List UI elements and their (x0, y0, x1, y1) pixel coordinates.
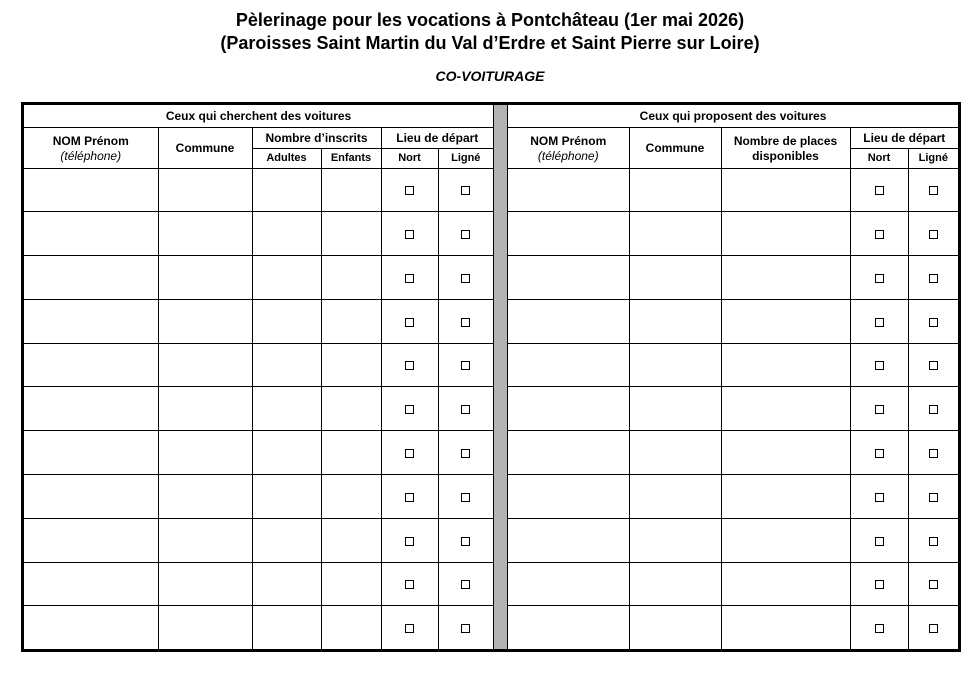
offers-nort-cell (850, 299, 908, 343)
offers-ligne-cell (908, 606, 958, 650)
seekers-enfants-cell[interactable] (321, 387, 381, 431)
offers-nort-checkbox[interactable] (875, 493, 884, 502)
seekers-enfants-cell[interactable] (321, 212, 381, 256)
offers-row (508, 606, 958, 650)
seekers-adultes-cell[interactable] (252, 387, 321, 431)
seekers-row (24, 168, 493, 212)
offers-row (508, 299, 958, 343)
seekers-nort-cell (381, 562, 438, 606)
seekers-name-cell[interactable] (24, 387, 158, 431)
seekers-nort-checkbox[interactable] (405, 449, 414, 458)
offers-depart-header: Lieu de départ (850, 127, 958, 148)
seekers-adultes-cell[interactable] (252, 212, 321, 256)
offers-name-cell[interactable] (508, 299, 629, 343)
offers-places-cell[interactable] (721, 212, 850, 256)
seekers-ligne-header: Ligné (438, 148, 493, 168)
offers-commune-cell[interactable] (629, 562, 721, 606)
seekers-nort-checkbox[interactable] (405, 318, 414, 327)
seekers-adultes-cell[interactable] (252, 606, 321, 650)
offers-ligne-cell (908, 518, 958, 562)
seekers-ligne-checkbox[interactable] (461, 449, 470, 458)
offers-ligne-checkbox[interactable] (929, 186, 938, 195)
offers-places-cell[interactable] (721, 299, 850, 343)
seekers-name-cell[interactable] (24, 212, 158, 256)
seekers-name-cell[interactable] (24, 343, 158, 387)
seekers-commune-cell[interactable] (158, 431, 252, 475)
seekers-name-cell[interactable] (24, 606, 158, 650)
seekers-nort-checkbox[interactable] (405, 580, 414, 589)
seekers-table (24, 105, 493, 650)
offers-commune-cell[interactable] (629, 168, 721, 212)
seekers-enfants-cell[interactable] (321, 518, 381, 562)
seekers-ligne-checkbox[interactable] (461, 580, 470, 589)
offers-ligne-checkbox[interactable] (929, 580, 938, 589)
offers-places-cell[interactable] (721, 387, 850, 431)
seekers-adultes-cell[interactable] (252, 168, 321, 212)
offers-ligne-checkbox[interactable] (929, 274, 938, 283)
seekers-ligne-checkbox[interactable] (461, 405, 470, 414)
offers-ligne-checkbox[interactable] (929, 537, 938, 546)
offers-nort-checkbox[interactable] (875, 361, 884, 370)
offers-name-label: NOM Prénom (530, 133, 607, 148)
seekers-adultes-cell[interactable] (252, 343, 321, 387)
seekers-ligne-checkbox[interactable] (461, 318, 470, 327)
seekers-commune-cell[interactable] (158, 212, 252, 256)
seekers-row (24, 518, 493, 562)
offers-table-section (508, 105, 958, 649)
offers-ligne-cell (908, 168, 958, 212)
seekers-adultes-cell[interactable] (252, 256, 321, 300)
seekers-nort-cell (381, 299, 438, 343)
seekers-nort-cell (381, 606, 438, 650)
offers-row (508, 256, 958, 300)
offers-commune-cell[interactable] (629, 343, 721, 387)
page-subtitle-parishes: (Paroisses Saint Martin du Val d’Erdre et Saint Pierre sur Loire) (220, 33, 760, 53)
seekers-adultes-cell[interactable] (252, 562, 321, 606)
offers-places-cell[interactable] (721, 256, 850, 300)
offers-places-cell[interactable] (721, 475, 850, 519)
seekers-nort-checkbox[interactable] (405, 624, 414, 633)
offers-name-cell[interactable] (508, 562, 629, 606)
seekers-nort-cell (381, 168, 438, 212)
offers-ligne-cell (908, 343, 958, 387)
offers-ligne-cell (908, 431, 958, 475)
seekers-commune-cell[interactable] (158, 256, 252, 300)
seekers-commune-cell[interactable] (158, 299, 252, 343)
offers-commune-header: Commune (629, 127, 721, 168)
seekers-nort-cell (381, 387, 438, 431)
seekers-inscrits-header: Nombre d’inscrits (252, 127, 381, 148)
seekers-commune-cell[interactable] (158, 562, 252, 606)
seekers-ligne-checkbox[interactable] (461, 624, 470, 633)
seekers-row (24, 475, 493, 519)
seekers-enfants-header: Enfants (321, 148, 381, 168)
offers-commune-cell[interactable] (629, 387, 721, 431)
seekers-nort-checkbox[interactable] (405, 274, 414, 283)
seekers-ligne-checkbox[interactable] (461, 537, 470, 546)
seekers-ligne-cell (438, 168, 493, 212)
seekers-commune-cell[interactable] (158, 518, 252, 562)
offers-name-cell[interactable] (508, 475, 629, 519)
offers-ligne-cell (908, 299, 958, 343)
offers-nort-checkbox[interactable] (875, 537, 884, 546)
offers-nort-checkbox[interactable] (875, 580, 884, 589)
seekers-nort-checkbox[interactable] (405, 405, 414, 414)
seekers-enfants-cell[interactable] (321, 475, 381, 519)
offers-ligne-checkbox[interactable] (929, 449, 938, 458)
seekers-phone-label: (téléphone) (60, 148, 122, 163)
offers-ligne-cell (908, 562, 958, 606)
seekers-commune-cell[interactable] (158, 387, 252, 431)
seekers-ligne-checkbox[interactable] (461, 230, 470, 239)
seekers-ligne-cell (438, 256, 493, 300)
offers-ligne-cell (908, 256, 958, 300)
seekers-row (24, 256, 493, 300)
offers-name-cell[interactable] (508, 168, 629, 212)
offers-nort-cell (850, 343, 908, 387)
seekers-ligne-cell (438, 299, 493, 343)
seekers-enfants-cell[interactable] (321, 256, 381, 300)
section-heading: CO-VOITURAGE (435, 68, 545, 84)
seekers-depart-header: Lieu de départ (381, 127, 493, 148)
seekers-group-header: Ceux qui cherchent des voitures (24, 105, 493, 127)
offers-places-cell[interactable] (721, 431, 850, 475)
seekers-ligne-cell (438, 212, 493, 256)
offers-row (508, 562, 958, 606)
offers-commune-cell[interactable] (629, 606, 721, 650)
offers-nort-checkbox[interactable] (875, 449, 884, 458)
seekers-ligne-cell (438, 562, 493, 606)
seekers-nort-cell (381, 475, 438, 519)
seekers-ligne-checkbox[interactable] (461, 361, 470, 370)
seekers-nort-checkbox[interactable] (405, 493, 414, 502)
offers-row (508, 475, 958, 519)
offers-nort-cell (850, 606, 908, 650)
offers-name-cell[interactable] (508, 606, 629, 650)
seekers-adultes-header: Adultes (252, 148, 321, 168)
seekers-adultes-cell[interactable] (252, 299, 321, 343)
offers-ligne-cell (908, 212, 958, 256)
offers-places-cell[interactable] (721, 343, 850, 387)
seekers-enfants-cell[interactable] (321, 606, 381, 650)
seekers-name-label: NOM Prénom (52, 133, 129, 148)
seekers-name-cell[interactable] (24, 299, 158, 343)
seekers-commune-cell[interactable] (158, 606, 252, 650)
offers-places-header: Nombre de places disponibles (721, 127, 850, 168)
offers-commune-cell[interactable] (629, 299, 721, 343)
seekers-ligne-checkbox[interactable] (461, 274, 470, 283)
seekers-ligne-cell (438, 518, 493, 562)
seekers-commune-cell[interactable] (158, 475, 252, 519)
seekers-name-cell[interactable] (24, 168, 158, 212)
offers-nort-cell (850, 387, 908, 431)
offers-name-cell[interactable] (508, 431, 629, 475)
offers-commune-cell[interactable] (629, 475, 721, 519)
seekers-nort-checkbox[interactable] (405, 230, 414, 239)
offers-nort-header: Nort (850, 148, 908, 168)
offers-row (508, 431, 958, 475)
seekers-nort-cell (381, 343, 438, 387)
offers-ligne-header: Ligné (908, 148, 958, 168)
offers-table (508, 105, 958, 650)
seekers-nort-checkbox[interactable] (405, 186, 414, 195)
seekers-name-header (24, 127, 158, 168)
offers-ligne-checkbox[interactable] (929, 493, 938, 502)
offers-nort-checkbox[interactable] (875, 186, 884, 195)
offers-places-cell[interactable] (721, 562, 850, 606)
offers-name-cell[interactable] (508, 343, 629, 387)
offers-row (508, 518, 958, 562)
seekers-ligne-cell (438, 475, 493, 519)
offers-row (508, 212, 958, 256)
offers-nort-cell (850, 168, 908, 212)
seekers-name-cell[interactable] (24, 431, 158, 475)
seekers-ligne-checkbox[interactable] (461, 493, 470, 502)
offers-name-cell[interactable] (508, 518, 629, 562)
seekers-name-cell[interactable] (24, 475, 158, 519)
seekers-adultes-cell[interactable] (252, 475, 321, 519)
offers-nort-checkbox[interactable] (875, 405, 884, 414)
offers-nort-checkbox[interactable] (875, 624, 884, 633)
seekers-commune-cell[interactable] (158, 343, 252, 387)
offers-name-cell[interactable] (508, 212, 629, 256)
offers-nort-cell (850, 256, 908, 300)
offers-name-cell[interactable] (508, 387, 629, 431)
offers-commune-cell[interactable] (629, 212, 721, 256)
seekers-adultes-cell[interactable] (252, 431, 321, 475)
seekers-name-cell[interactable] (24, 518, 158, 562)
offers-nort-cell (850, 475, 908, 519)
offers-nort-cell (850, 562, 908, 606)
seekers-table-section (24, 105, 493, 649)
seekers-enfants-cell[interactable] (321, 299, 381, 343)
seekers-nort-cell (381, 431, 438, 475)
seekers-enfants-cell[interactable] (321, 562, 381, 606)
offers-ligne-checkbox[interactable] (929, 361, 938, 370)
offers-name-header (508, 127, 629, 168)
offers-ligne-checkbox[interactable] (929, 230, 938, 239)
seekers-commune-cell[interactable] (158, 168, 252, 212)
offers-row (508, 168, 958, 212)
seekers-name-cell[interactable] (24, 256, 158, 300)
seekers-row (24, 299, 493, 343)
offers-nort-checkbox[interactable] (875, 274, 884, 283)
seekers-adultes-cell[interactable] (252, 518, 321, 562)
seekers-row (24, 562, 493, 606)
seekers-enfants-cell[interactable] (321, 343, 381, 387)
seekers-nort-cell (381, 518, 438, 562)
offers-nort-cell (850, 431, 908, 475)
seekers-row (24, 387, 493, 431)
offers-group-header: Ceux qui proposent des voitures (508, 105, 958, 127)
seekers-nort-cell (381, 256, 438, 300)
seekers-row (24, 212, 493, 256)
seekers-ligne-cell (438, 431, 493, 475)
seekers-nort-checkbox[interactable] (405, 361, 414, 370)
offers-places-cell[interactable] (721, 518, 850, 562)
seekers-ligne-cell (438, 387, 493, 431)
covoiturage-frame (21, 102, 961, 652)
seekers-enfants-cell[interactable] (321, 168, 381, 212)
offers-nort-checkbox[interactable] (875, 230, 884, 239)
offers-nort-cell (850, 518, 908, 562)
offers-commune-cell[interactable] (629, 256, 721, 300)
offers-ligne-checkbox[interactable] (929, 624, 938, 633)
offers-ligne-checkbox[interactable] (929, 405, 938, 414)
offers-commune-cell[interactable] (629, 431, 721, 475)
seekers-row (24, 431, 493, 475)
seekers-nort-cell (381, 212, 438, 256)
seekers-nort-header: Nort (381, 148, 438, 168)
offers-phone-label: (téléphone) (537, 148, 599, 163)
offers-row (508, 387, 958, 431)
column-divider (493, 105, 508, 649)
page-title: Pèlerinage pour les vocations à Pontchâteau (1er mai 2026) (235, 10, 745, 30)
offers-ligne-checkbox[interactable] (929, 318, 938, 327)
seekers-enfants-cell[interactable] (321, 431, 381, 475)
offers-row (508, 343, 958, 387)
offers-places-cell[interactable] (721, 606, 850, 650)
offers-places-cell[interactable] (721, 168, 850, 212)
offers-commune-cell[interactable] (629, 518, 721, 562)
offers-ligne-cell (908, 387, 958, 431)
seekers-nort-checkbox[interactable] (405, 537, 414, 546)
seekers-ligne-checkbox[interactable] (461, 186, 470, 195)
offers-name-cell[interactable] (508, 256, 629, 300)
offers-ligne-cell (908, 475, 958, 519)
seekers-ligne-cell (438, 343, 493, 387)
seekers-row (24, 606, 493, 650)
seekers-commune-header: Commune (158, 127, 252, 168)
offers-nort-checkbox[interactable] (875, 318, 884, 327)
seekers-row (24, 343, 493, 387)
seekers-name-cell[interactable] (24, 562, 158, 606)
seekers-ligne-cell (438, 606, 493, 650)
offers-nort-cell (850, 212, 908, 256)
